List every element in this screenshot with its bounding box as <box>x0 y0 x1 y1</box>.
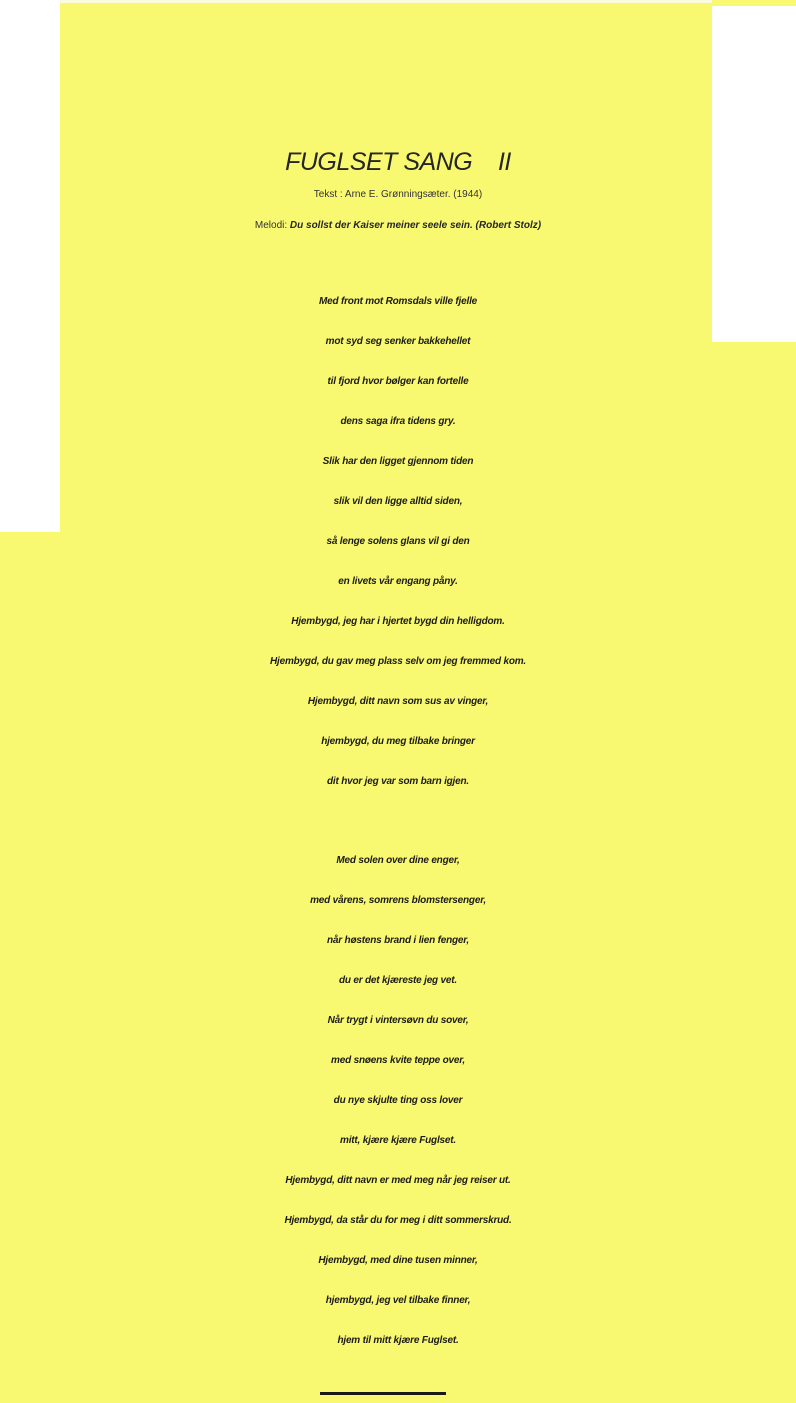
melody-credit <box>0 220 796 231</box>
verse-line: når høstens brand i lien fenger, <box>327 935 469 946</box>
refrain-line: Hjembygd, med dine tusen minner, <box>318 1255 478 1266</box>
verse-line: mot syd seg senker bakkehellet <box>325 336 471 347</box>
melody-source: Du sollst der Kaiser meiner seele sein. (Robert Stolz) <box>289 220 542 231</box>
refrain-line: Hjembygd, du gav meg plass selv om jeg fremmed kom. <box>270 656 526 667</box>
verse-1 <box>0 284 796 804</box>
verse-line: en livets vår engang påny. <box>338 576 458 587</box>
refrain-line: Hjembygd, jeg har i hjertet bygd din helligdom. <box>291 616 505 627</box>
verse-line: med vårens, somrens blomstersenger, <box>310 895 486 906</box>
verse-line: du er det kjæreste jeg vet. <box>339 975 457 986</box>
verse-line: Slik har den ligget gjennom tiden <box>322 456 474 467</box>
refrain-line: dit hvor jeg var som barn igjen. <box>327 776 469 787</box>
refrain-line: Hjembygd, da står du for meg i ditt sommerskrud. <box>284 1215 512 1226</box>
verse-line: til fjord hvor bølger kan fortelle <box>327 376 469 387</box>
verse-line: du nye skjulte ting oss lover <box>333 1095 463 1106</box>
refrain-line: hjembygd, du meg tilbake bringer <box>321 736 475 747</box>
verse-line: Når trygt i vintersøvn du sover, <box>327 1015 469 1026</box>
verse-2 <box>0 843 796 1363</box>
refrain-line: Hjembygd, ditt navn er med meg når jeg reiser ut. <box>285 1175 511 1186</box>
verse-line: mitt, kjære kjære Fuglset. <box>340 1135 456 1146</box>
scan-margin-top <box>60 0 712 3</box>
end-rule <box>320 1392 446 1395</box>
song-title: FUGLSET SANG II <box>285 148 511 176</box>
refrain-line: Hjembygd, ditt navn som sus av vinger, <box>307 696 489 707</box>
verse-line: Med solen over dine enger, <box>336 855 460 866</box>
verse-line: dens saga ifra tidens gry. <box>340 416 456 427</box>
verse-line: så lenge solens glans vil gi den <box>326 536 470 547</box>
refrain-line: hjem til mitt kjære Fuglset. <box>337 1335 459 1346</box>
verse-line: slik vil den ligge alltid siden, <box>333 496 463 507</box>
lyrics-credit: Tekst : Arne E. Grønningsæter. (1944) <box>313 189 483 200</box>
refrain-line: hjembygd, jeg vel tilbake finner, <box>325 1295 471 1306</box>
melody-label: Melodi: <box>254 220 290 231</box>
verse-line: med snøens kvite teppe over, <box>331 1055 465 1066</box>
verse-line: Med front mot Romsdals ville fjelle <box>318 296 478 307</box>
